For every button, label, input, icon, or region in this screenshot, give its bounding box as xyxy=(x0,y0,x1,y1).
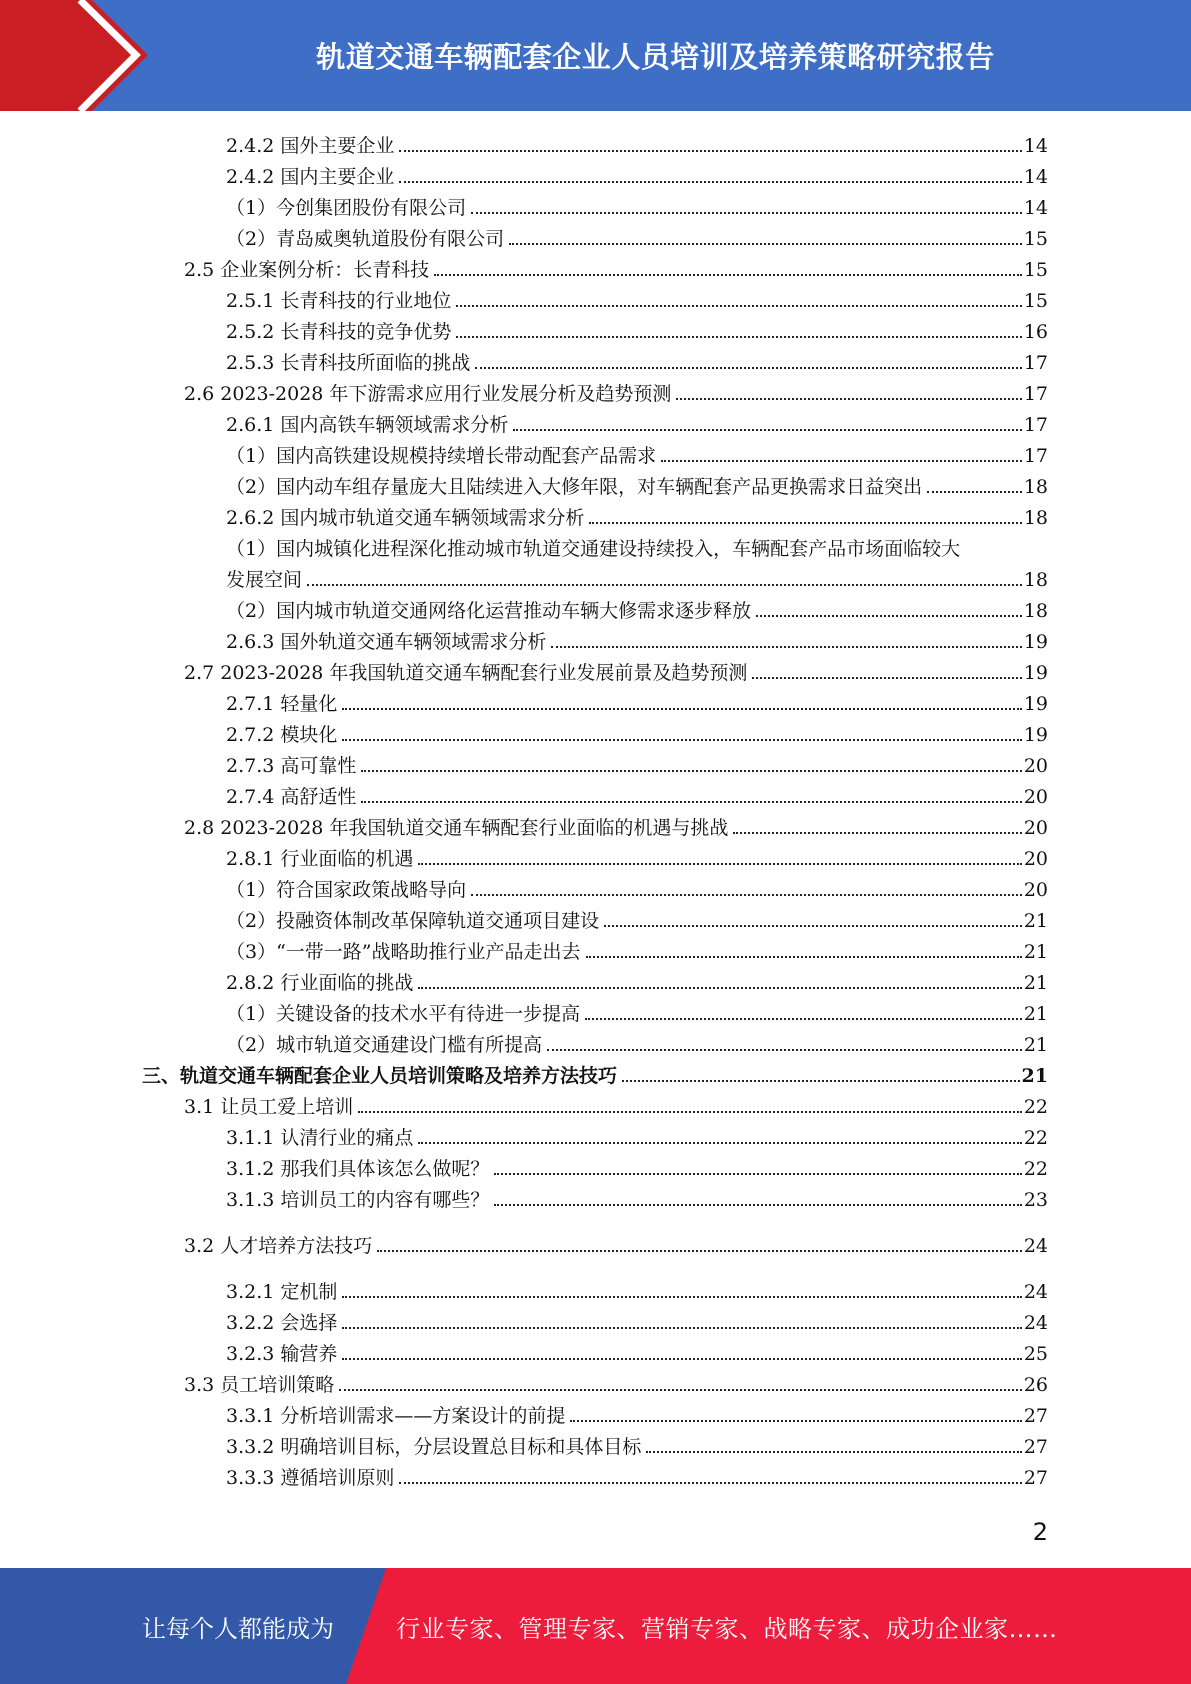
toc-entry[interactable] xyxy=(226,592,1048,623)
toc-entry-label: 2.6.3 国外轨道交通车辆领域需求分析 xyxy=(226,631,547,653)
toc-entry[interactable] xyxy=(226,871,1048,902)
toc-leader-dots xyxy=(733,832,1021,834)
toc-entry-page: 21 xyxy=(1023,972,1048,994)
toc-entry-page: 15 xyxy=(1023,290,1048,312)
toc-leader-dots xyxy=(418,987,1021,989)
toc-entry-label: （1）国内高铁建设规模持续增长带动配套产品需求 xyxy=(226,445,657,467)
toc-entry-page: 21 xyxy=(1023,1003,1048,1025)
toc-leader-dots xyxy=(342,739,1021,741)
toc-entry-page: 17 xyxy=(1023,383,1048,405)
toc-entry[interactable] xyxy=(226,468,1048,499)
toc-leader-dots xyxy=(661,460,1022,462)
toc-leader-dots xyxy=(377,1250,1022,1252)
toc-entry-label: 2.8.2 行业面临的挑战 xyxy=(226,972,414,994)
toc-leader-dots xyxy=(339,1389,1022,1391)
toc-entry[interactable] xyxy=(226,778,1048,809)
toc-entry-label: 3.1.3 培训员工的内容有哪些？ xyxy=(226,1189,490,1211)
toc-leader-dots xyxy=(399,150,1021,152)
toc-entry[interactable] xyxy=(184,1366,1048,1397)
toc-leader-dots xyxy=(589,522,1021,524)
footer-slogan-left: 让每个人都能成为 xyxy=(142,1614,334,1643)
toc-entry-label: （1）今创集团股份有限公司 xyxy=(226,197,467,219)
toc-chapter-entry[interactable] xyxy=(142,1057,1048,1088)
page-header xyxy=(0,0,1191,111)
toc-entry-page: 22 xyxy=(1023,1096,1048,1118)
toc-leader-dots xyxy=(551,646,1021,648)
toc-entry-label: 2.7 2023-2028 年我国轨道交通车辆配套行业发展前景及趋势预测 xyxy=(184,662,748,684)
toc-entry[interactable] xyxy=(184,654,1048,685)
toc-entry-label: 3.1 让员工爱上培训 xyxy=(184,1096,354,1118)
toc-entry-label: 2.7.4 高舒适性 xyxy=(226,786,357,808)
toc-entry-page: 20 xyxy=(1023,848,1048,870)
toc-entry-label: 3.3.1 分析培训需求——方案设计的前提 xyxy=(226,1405,566,1427)
toc-entry-page: 18 xyxy=(1023,569,1048,591)
toc-entry-label: （1）关键设备的技术水平有待进一步提高 xyxy=(226,1003,581,1025)
toc-leader-dots xyxy=(307,584,1022,586)
toc-entry-page: 20 xyxy=(1023,786,1048,808)
toc-entry-label: （2）城市轨道交通建设门槛有所提高 xyxy=(226,1034,543,1056)
toc-entry-label: （3）“一带一路”战略助推行业产品走出去 xyxy=(226,941,581,963)
toc-entry-page: 24 xyxy=(1023,1281,1048,1303)
toc-entry[interactable] xyxy=(226,406,1048,437)
toc-entry-label: 3.2.3 输营养 xyxy=(226,1343,338,1365)
toc-entry-label: （1）符合国家政策战略导向 xyxy=(226,879,467,901)
toc-leader-dots xyxy=(676,398,1021,400)
toc-entry[interactable] xyxy=(226,1304,1048,1335)
toc-entry[interactable] xyxy=(226,685,1048,716)
toc-entry[interactable] xyxy=(226,747,1048,778)
toc-entry[interactable] xyxy=(184,375,1048,406)
toc-leader-dots xyxy=(418,1142,1021,1144)
report-title: 轨道交通车辆配套企业人员培训及培养策略研究报告 xyxy=(316,40,995,74)
toc-leader-dots xyxy=(547,1049,1022,1051)
toc-entry-page: 21 xyxy=(1023,910,1048,932)
toc-entry[interactable] xyxy=(226,840,1048,871)
toc-leader-dots xyxy=(418,863,1021,865)
toc-entry-page: 27 xyxy=(1023,1436,1048,1458)
toc-leader-dots xyxy=(361,801,1021,803)
toc-entry-label: 2.6.2 国内城市轨道交通车辆领域需求分析 xyxy=(226,507,585,529)
toc-entry[interactable] xyxy=(226,623,1048,654)
toc-entry-page: 21 xyxy=(1023,1034,1048,1056)
toc-entry-page: 17 xyxy=(1023,414,1048,436)
toc-entry-label: 2.4.2 国外主要企业 xyxy=(226,135,395,157)
toc-entry-page: 19 xyxy=(1023,662,1048,684)
toc-entry[interactable] xyxy=(226,716,1048,747)
toc-leader-dots xyxy=(586,956,1022,958)
toc-leader-dots xyxy=(927,491,1022,493)
toc-leader-dots xyxy=(456,305,1021,307)
toc-leader-dots xyxy=(342,1358,1021,1360)
toc-entry-page: 25 xyxy=(1023,1343,1048,1365)
toc-leader-dots xyxy=(570,1420,1021,1422)
toc-entry[interactable] xyxy=(226,158,1048,189)
toc-entry-page: 26 xyxy=(1023,1374,1048,1396)
toc-entry-first-line[interactable]: （1）国内城镇化进程深化推动城市轨道交通建设持续投入，车辆配套产品市场面临较大 xyxy=(226,538,961,560)
toc-entry-page: 20 xyxy=(1023,817,1048,839)
toc-entry-page: 15 xyxy=(1023,259,1048,281)
toc-entry-page: 18 xyxy=(1023,600,1048,622)
toc-entry[interactable] xyxy=(226,282,1048,313)
toc-entry-label: 3.1.2 那我们具体该怎么做呢？ xyxy=(226,1158,490,1180)
toc-entry-label: （2）国内动车组存量庞大且陆续进入大修年限，对车辆配套产品更换需求日益突出 xyxy=(226,476,923,498)
toc-entry-page: 24 xyxy=(1023,1235,1048,1257)
toc-entry-page: 15 xyxy=(1023,228,1048,250)
toc-entry-page: 22 xyxy=(1023,1158,1048,1180)
toc-entry[interactable] xyxy=(184,809,1048,840)
toc-leader-dots xyxy=(342,1327,1021,1329)
toc-leader-dots xyxy=(646,1451,1021,1453)
toc-entry-label: 2.5.3 长青科技所面临的挑战 xyxy=(226,352,471,374)
toc-entry[interactable] xyxy=(226,933,1048,964)
toc-entry[interactable] xyxy=(226,1150,1048,1181)
toc-entry[interactable] xyxy=(184,1088,1048,1119)
toc-entry[interactable] xyxy=(184,251,1048,282)
toc-entry-page: 17 xyxy=(1023,352,1048,374)
toc-entry-page: 19 xyxy=(1023,724,1048,746)
toc-entry-label: 2.6 2023-2028 年下游需求应用行业发展分析及趋势预测 xyxy=(184,383,672,405)
toc-entry[interactable] xyxy=(226,1026,1048,1057)
toc-leader-dots xyxy=(494,1173,1021,1175)
toc-entry[interactable] xyxy=(226,499,1048,530)
toc-entry[interactable] xyxy=(226,1335,1048,1366)
toc-entry-label: 2.5 企业案例分析：长青科技 xyxy=(184,259,430,281)
toc-leader-dots xyxy=(475,367,1021,369)
toc-entry-label: 3.2 人才培养方法技巧 xyxy=(184,1235,373,1257)
toc-entry-label: 2.5.1 长青科技的行业地位 xyxy=(226,290,452,312)
toc-entry[interactable] xyxy=(226,220,1048,251)
toc-leader-dots xyxy=(509,243,1022,245)
page-number: 2 xyxy=(1032,1518,1048,1546)
toc-entry-page: 14 xyxy=(1023,166,1048,188)
toc-leader-dots xyxy=(399,1482,1021,1484)
toc-entry-label: 3.2.1 定机制 xyxy=(226,1281,338,1303)
toc-entry-page: 14 xyxy=(1023,135,1048,157)
toc-leader-dots xyxy=(434,274,1022,276)
toc-leader-dots xyxy=(361,770,1021,772)
toc-leader-dots xyxy=(752,677,1021,679)
toc-entry-label: 2.6.1 国内高铁车辆领域需求分析 xyxy=(226,414,509,436)
toc-entry[interactable] xyxy=(226,1273,1048,1304)
toc-leader-dots xyxy=(358,1111,1022,1113)
toc-leader-dots xyxy=(585,1018,1022,1020)
toc-entry-label: 2.5.2 长青科技的竞争优势 xyxy=(226,321,452,343)
toc-leader-dots xyxy=(471,212,1022,214)
toc-entry[interactable] xyxy=(184,1227,1048,1258)
toc-entry-label: 2.4.2 国内主要企业 xyxy=(226,166,395,188)
toc-entry[interactable] xyxy=(226,561,1048,592)
toc-entry-label: （2）投融资体制改革保障轨道交通项目建设 xyxy=(226,910,600,932)
toc-leader-dots xyxy=(622,1080,1020,1082)
toc-entry[interactable] xyxy=(226,344,1048,375)
toc-entry-label: 3.3.3 遵循培训原则 xyxy=(226,1467,395,1489)
toc-entry-page: 14 xyxy=(1023,197,1048,219)
toc-entry[interactable] xyxy=(226,1181,1048,1212)
toc-entry-label: 2.8 2023-2028 年我国轨道交通车辆配套行业面临的机遇与挑战 xyxy=(184,817,729,839)
toc-leader-dots xyxy=(471,894,1022,896)
toc-entry[interactable] xyxy=(226,127,1048,158)
toc-entry[interactable] xyxy=(226,1428,1048,1459)
toc-entry-page: 18 xyxy=(1023,507,1048,529)
toc-entry-page: 20 xyxy=(1023,755,1048,777)
toc-entry[interactable] xyxy=(226,189,1048,220)
toc-leader-dots xyxy=(456,336,1021,338)
toc-entry-label: 2.7.3 高可靠性 xyxy=(226,755,357,777)
toc-entry-label: （2）国内城市轨道交通网络化运营推动车辆大修需求逐步释放 xyxy=(226,600,752,622)
toc-entry-page: 24 xyxy=(1023,1312,1048,1334)
toc-entry-page: 16 xyxy=(1023,321,1048,343)
toc-entry-label: 3.3 员工培训策略 xyxy=(184,1374,335,1396)
toc-entry-label: 2.7.1 轻量化 xyxy=(226,693,338,715)
toc-entry-page: 27 xyxy=(1023,1405,1048,1427)
toc-entry-page: 21 xyxy=(1023,941,1048,963)
toc-entry[interactable] xyxy=(226,437,1048,468)
toc-entry-page: 23 xyxy=(1023,1189,1048,1211)
toc-entry-label: 2.8.1 行业面临的机遇 xyxy=(226,848,414,870)
toc-entry-page: 19 xyxy=(1023,693,1048,715)
toc-entry[interactable] xyxy=(226,964,1048,995)
toc-leader-dots xyxy=(756,615,1022,617)
toc-leader-dots xyxy=(342,1296,1021,1298)
toc-leader-dots xyxy=(399,181,1021,183)
toc-entry[interactable] xyxy=(226,1119,1048,1150)
toc-leader-dots xyxy=(513,429,1021,431)
toc-entry-label: 3.2.2 会选择 xyxy=(226,1312,338,1334)
toc-entry-label: 三、轨道交通车辆配套企业人员培训策略及培养方法技巧 xyxy=(142,1065,618,1087)
page-footer xyxy=(0,1568,1191,1684)
toc-entry-label: （2）青岛威奥轨道股份有限公司 xyxy=(226,228,505,250)
toc-entry-page: 22 xyxy=(1023,1127,1048,1149)
toc-entry-page: 19 xyxy=(1023,631,1048,653)
toc-entry[interactable] xyxy=(226,995,1048,1026)
toc-entry-label: 2.7.2 模块化 xyxy=(226,724,338,746)
toc-entry[interactable] xyxy=(226,1397,1048,1428)
toc-entry[interactable] xyxy=(226,1459,1048,1490)
toc-leader-dots xyxy=(604,925,1022,927)
toc-entry-page: 17 xyxy=(1023,445,1048,467)
toc-entry-page: 18 xyxy=(1023,476,1048,498)
toc-entry-label: 发展空间 xyxy=(226,569,303,591)
toc-leader-dots xyxy=(494,1204,1021,1206)
toc-entry-label: 3.3.2 明确培训目标，分层设置总目标和具体目标 xyxy=(226,1436,642,1458)
toc-entry-page: 27 xyxy=(1023,1467,1048,1489)
toc-leader-dots xyxy=(342,708,1021,710)
toc-entry-page: 21 xyxy=(1021,1065,1048,1087)
toc-entry[interactable] xyxy=(226,313,1048,344)
toc-entry[interactable] xyxy=(226,902,1048,933)
footer-slogan-right: 行业专家、管理专家、营销专家、战略专家、成功企业家…… xyxy=(396,1614,1058,1643)
toc-entry-page: 20 xyxy=(1023,879,1048,901)
toc-entry-label: 3.1.1 认清行业的痛点 xyxy=(226,1127,414,1149)
